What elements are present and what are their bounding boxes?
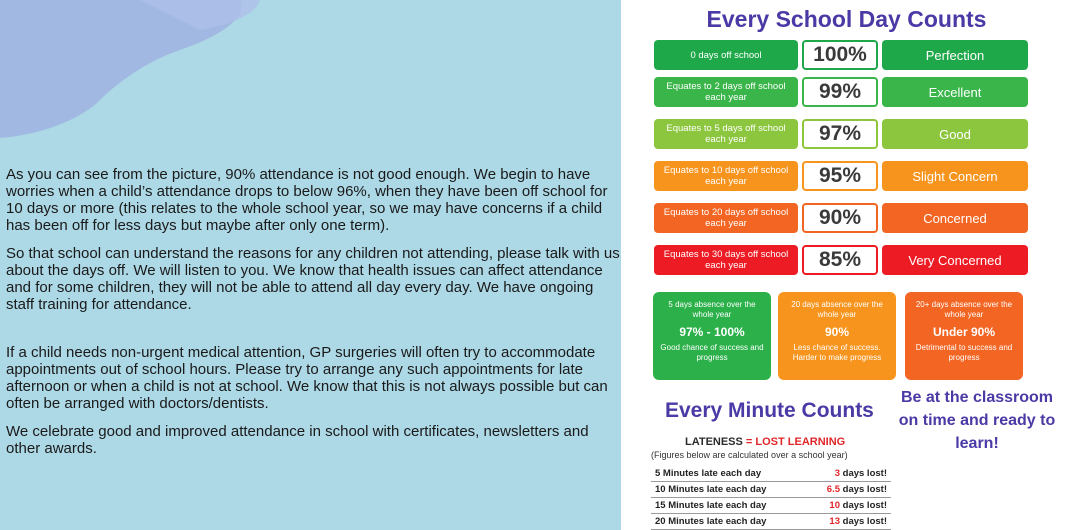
row-label: Equates to 30 days off school each year [654,245,798,275]
row-percentage: 99% [802,77,878,107]
minutes-late: 5 Minutes late each day [655,468,762,479]
every-minute-title: Every Minute Counts [665,399,874,422]
days-lost [835,468,887,479]
minutes-late: 10 Minutes late each day [655,484,767,495]
row-label: Equates to 10 days off school each year [654,161,798,191]
row-percentage: 100% [802,40,878,70]
days-lost-number: 10 [829,500,840,511]
row-status: Concerned [882,203,1028,233]
row-label: 0 days off school [654,40,798,70]
row-percentage: 95% [802,161,878,191]
attendance-poster [621,0,1072,530]
figures-note: (Figures below are calculated over a school year) [651,450,848,460]
row-status: Slight Concern [882,161,1028,191]
absence-box [653,292,771,380]
lateness-heading [685,436,845,448]
paragraph-celebrate: We celebrate good and improved attendance in school with certificates, newsletters and other awards. [6,423,589,457]
row-status: Perfection [882,40,1028,70]
minutes-late: 15 Minutes late each day [655,500,767,511]
days-lost-suffix: days lost! [842,484,887,495]
attendance-row [654,119,1028,149]
attendance-row [654,77,1028,107]
days-lost [829,500,887,511]
lateness-table [651,466,891,530]
days-lost [829,516,887,527]
lateness-equals: = [742,436,756,448]
row-status: Excellent [882,77,1028,107]
box-bottom-text: Detrimental to success and progress [915,343,1013,362]
box-top-text: 20 days absence over the whole year [791,300,883,319]
box-percentage: 90% [824,325,850,339]
box-bottom-text: Less chance of success. Harder to make progress [792,343,882,362]
row-percentage: 85% [802,245,878,275]
paragraph-reasons: So that school can understand the reasons for any children not attending, please talk with us about the days off. We will listen to you. We know that health issues can affect attendance and for some children, they will not be able to attend all day every day. We have ongoing staff training for attendance. [6,245,620,313]
days-lost-number: 6.5 [826,484,840,495]
lateness-row [651,466,891,482]
absence-box [905,292,1023,380]
lateness-row [651,514,891,530]
attendance-row [654,40,1028,70]
days-lost-suffix: days lost! [842,500,887,511]
absence-box [778,292,896,380]
attendance-row [654,161,1028,191]
days-lost-number: 13 [829,516,840,527]
lateness-row [651,498,891,514]
days-lost-suffix: days lost! [842,468,887,479]
info-text [6,166,622,468]
attendance-row [654,245,1028,275]
be-on-time-text: Be at the classroom on time and ready to learn! [898,389,1056,452]
box-percentage: Under 90% [932,325,996,339]
row-label: Equates to 5 days off school each year [654,119,798,149]
row-label: Equates to 2 days off school each year [654,77,798,107]
paragraph-attendance: As you can see from the picture, 90% attendance is not good enough. We begin to have worries when a child’s attendance drops to below 96%, when they have been off school for 10 days or more (this relates to the whole school year, so we may have concerns if a child has been off for less days but maybe after only one term). [6,166,608,234]
poster-title: Every School Day Counts [706,6,987,32]
row-percentage: 90% [802,203,878,233]
decorative-brush-blob [0,0,300,140]
days-lost [827,484,887,495]
row-label: Equates to 20 days off school each year [654,203,798,233]
row-percentage: 97% [802,119,878,149]
lateness-word: LATENESS [685,436,743,448]
days-lost-suffix: days lost! [842,516,887,527]
lateness-row [651,482,891,498]
attendance-row [654,203,1028,233]
paragraph-medical: If a child needs non-urgent medical attention, GP surgeries will often try to accommodate appointments out of school hours. Please try to arrange any such appointments for late afternoon or when a child is not at school. We know that this is not always possible but can often be arranged with doctors/dentists. [6,344,608,412]
box-top-text: 5 days absence over the whole year [668,300,756,319]
minutes-late: 20 Minutes late each day [655,516,767,527]
row-status: Very Concerned [882,245,1028,275]
box-percentage: 97% - 100% [679,325,745,339]
box-bottom-text: Good chance of success and progress [660,343,764,362]
row-status: Good [882,119,1028,149]
lost-learning-word: LOST LEARNING [755,436,846,448]
box-top-text: 20+ days absence over the whole year [915,300,1013,319]
days-lost-number: 3 [834,468,840,479]
